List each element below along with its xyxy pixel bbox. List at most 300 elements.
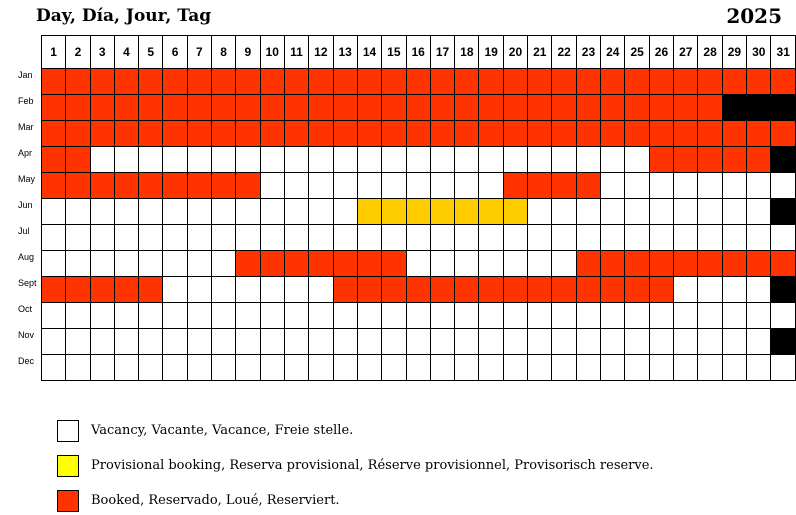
day-header-18: 18: [455, 36, 479, 69]
day-cell-vacancy: [90, 225, 114, 251]
day-cell-booked: [430, 277, 454, 303]
day-cell-booked: [406, 277, 430, 303]
day-cell-booked: [625, 277, 649, 303]
day-cell-vacancy: [747, 199, 771, 225]
day-cell-booked: [406, 69, 430, 95]
day-cell-vacancy: [479, 355, 503, 381]
day-cell-booked: [236, 121, 260, 147]
day-cell-vacancy: [576, 355, 600, 381]
day-cell-vacancy: [42, 355, 66, 381]
day-cell-booked: [698, 121, 722, 147]
day-cell-vacancy: [503, 355, 527, 381]
day-header-row: [42, 36, 796, 69]
day-header-10: 10: [260, 36, 284, 69]
day-cell-booked: [382, 251, 406, 277]
day-cell-vacancy: [747, 225, 771, 251]
day-cell-booked: [552, 69, 576, 95]
day-cell-booked: [528, 277, 552, 303]
day-cell-booked: [649, 69, 673, 95]
day-cell-vacancy: [771, 225, 796, 251]
day-cell-booked: [698, 147, 722, 173]
day-cell-booked: [503, 95, 527, 121]
day-header-13: 13: [333, 36, 357, 69]
day-cell-booked: [528, 121, 552, 147]
day-cell-vacancy: [357, 355, 381, 381]
day-cell-booked: [528, 95, 552, 121]
day-cell-vacancy: [722, 355, 746, 381]
day-cell-booked: [309, 251, 333, 277]
day-cell-vacancy: [698, 173, 722, 199]
day-cell-vacancy: [66, 251, 90, 277]
day-cell-vacancy: [430, 225, 454, 251]
legend-label-provisional: Provisional booking, Reserva provisional, Réserve provisionnel, Provisorisch reserve.: [91, 458, 654, 473]
legend-swatch-vacancy: [57, 420, 79, 442]
day-cell-vacancy: [309, 355, 333, 381]
day-cell-booked: [163, 173, 187, 199]
day-cell-vacancy: [66, 355, 90, 381]
day-cell-booked: [430, 121, 454, 147]
day-cell-nonexistent-day: [747, 95, 771, 121]
day-cell-booked: [455, 121, 479, 147]
day-cell-vacancy: [747, 303, 771, 329]
day-cell-booked: [528, 69, 552, 95]
day-cell-vacancy: [90, 147, 114, 173]
day-cell-booked: [90, 95, 114, 121]
day-cell-vacancy: [139, 251, 163, 277]
day-cell-booked: [698, 69, 722, 95]
month-label-may: May: [18, 174, 36, 184]
day-cell-vacancy: [698, 329, 722, 355]
day-cell-vacancy: [674, 303, 698, 329]
day-cell-vacancy: [163, 147, 187, 173]
day-cell-booked: [139, 173, 163, 199]
day-cell-vacancy: [430, 355, 454, 381]
day-cell-vacancy: [382, 147, 406, 173]
day-cell-vacancy: [455, 225, 479, 251]
day-cell-booked: [747, 121, 771, 147]
day-cell-vacancy: [236, 225, 260, 251]
day-cell-booked: [187, 69, 211, 95]
day-cell-booked: [576, 173, 600, 199]
day-cell-vacancy: [601, 199, 625, 225]
day-cell-vacancy: [309, 173, 333, 199]
month-label-nov: Nov: [18, 330, 35, 340]
day-cell-vacancy: [406, 225, 430, 251]
day-cell-vacancy: [479, 329, 503, 355]
day-cell-booked: [771, 121, 796, 147]
day-cell-booked: [333, 121, 357, 147]
day-cell-booked: [625, 95, 649, 121]
day-cell-booked: [455, 69, 479, 95]
day-header-29: 29: [722, 36, 746, 69]
day-cell-booked: [455, 277, 479, 303]
day-cell-booked: [236, 251, 260, 277]
day-cell-booked: [284, 251, 308, 277]
day-cell-vacancy: [236, 303, 260, 329]
day-cell-vacancy: [139, 329, 163, 355]
day-cell-vacancy: [747, 277, 771, 303]
day-cell-booked: [90, 277, 114, 303]
legend-swatch-booked: [57, 490, 79, 512]
day-cell-booked: [722, 147, 746, 173]
day-header-21: 21: [528, 36, 552, 69]
day-cell-vacancy: [576, 199, 600, 225]
legend-label-booked: Booked, Reservado, Loué, Reserviert.: [91, 493, 340, 508]
day-cell-vacancy: [211, 329, 235, 355]
day-cell-vacancy: [455, 147, 479, 173]
day-cell-provisional: [382, 199, 406, 225]
day-cell-vacancy: [260, 199, 284, 225]
day-cell-vacancy: [139, 147, 163, 173]
day-cell-booked: [601, 121, 625, 147]
day-cell-vacancy: [576, 147, 600, 173]
day-cell-vacancy: [430, 329, 454, 355]
calendar-title: Day, Día, Jour, Tag: [36, 6, 212, 26]
day-cell-vacancy: [674, 173, 698, 199]
day-cell-vacancy: [163, 329, 187, 355]
month-row-apr: [42, 147, 796, 173]
day-cell-booked: [552, 277, 576, 303]
day-cell-vacancy: [674, 329, 698, 355]
day-cell-vacancy: [114, 251, 138, 277]
day-cell-vacancy: [309, 225, 333, 251]
day-cell-booked: [430, 95, 454, 121]
calendar-year: 2025: [726, 4, 782, 28]
day-cell-booked: [357, 251, 381, 277]
day-cell-booked: [139, 277, 163, 303]
day-cell-vacancy: [503, 147, 527, 173]
day-cell-vacancy: [284, 147, 308, 173]
day-cell-vacancy: [722, 199, 746, 225]
day-cell-booked: [163, 69, 187, 95]
day-cell-booked: [211, 95, 235, 121]
day-cell-vacancy: [357, 173, 381, 199]
day-cell-vacancy: [698, 303, 722, 329]
day-cell-vacancy: [139, 199, 163, 225]
day-cell-booked: [139, 121, 163, 147]
day-cell-booked: [576, 251, 600, 277]
day-cell-vacancy: [674, 277, 698, 303]
day-cell-vacancy: [187, 303, 211, 329]
day-cell-vacancy: [382, 173, 406, 199]
day-header-2: 2: [66, 36, 90, 69]
day-cell-provisional: [357, 199, 381, 225]
day-header-20: 20: [503, 36, 527, 69]
day-cell-vacancy: [284, 173, 308, 199]
day-cell-vacancy: [357, 225, 381, 251]
month-row-jul: [42, 225, 796, 251]
day-header-27: 27: [674, 36, 698, 69]
day-cell-vacancy: [601, 147, 625, 173]
day-cell-nonexistent-day: [771, 95, 796, 121]
day-cell-booked: [357, 69, 381, 95]
day-cell-booked: [284, 121, 308, 147]
day-cell-vacancy: [625, 329, 649, 355]
day-cell-vacancy: [66, 303, 90, 329]
day-header-16: 16: [406, 36, 430, 69]
day-cell-vacancy: [66, 199, 90, 225]
day-cell-booked: [382, 95, 406, 121]
day-cell-nonexistent-day: [771, 199, 796, 225]
month-label-aug: Aug: [18, 252, 35, 262]
day-cell-booked: [90, 121, 114, 147]
day-cell-vacancy: [479, 147, 503, 173]
day-cell-booked: [187, 121, 211, 147]
day-cell-booked: [576, 277, 600, 303]
day-cell-vacancy: [309, 277, 333, 303]
day-cell-vacancy: [163, 355, 187, 381]
day-cell-booked: [236, 95, 260, 121]
day-cell-booked: [236, 69, 260, 95]
day-cell-booked: [66, 173, 90, 199]
day-cell-vacancy: [601, 303, 625, 329]
day-header-22: 22: [552, 36, 576, 69]
day-cell-vacancy: [333, 225, 357, 251]
day-cell-booked: [479, 277, 503, 303]
day-cell-vacancy: [625, 303, 649, 329]
month-row-nov: [42, 329, 796, 355]
day-cell-booked: [211, 121, 235, 147]
day-cell-booked: [66, 121, 90, 147]
day-cell-booked: [698, 251, 722, 277]
day-cell-vacancy: [771, 355, 796, 381]
day-cell-nonexistent-day: [722, 95, 746, 121]
day-cell-booked: [601, 277, 625, 303]
day-cell-vacancy: [333, 303, 357, 329]
day-cell-booked: [479, 121, 503, 147]
day-cell-vacancy: [139, 355, 163, 381]
day-cell-vacancy: [625, 173, 649, 199]
day-cell-booked: [66, 277, 90, 303]
day-cell-nonexistent-day: [771, 329, 796, 355]
month-row-jun: [42, 199, 796, 225]
day-header-24: 24: [601, 36, 625, 69]
day-cell-vacancy: [552, 199, 576, 225]
day-cell-booked: [163, 121, 187, 147]
day-cell-booked: [114, 121, 138, 147]
day-cell-vacancy: [455, 329, 479, 355]
day-cell-vacancy: [187, 251, 211, 277]
day-cell-vacancy: [260, 355, 284, 381]
day-cell-booked: [649, 277, 673, 303]
day-cell-booked: [357, 121, 381, 147]
day-cell-vacancy: [771, 173, 796, 199]
day-cell-vacancy: [430, 303, 454, 329]
day-header-15: 15: [382, 36, 406, 69]
day-cell-vacancy: [747, 173, 771, 199]
day-cell-vacancy: [552, 303, 576, 329]
day-cell-vacancy: [211, 147, 235, 173]
day-cell-booked: [601, 69, 625, 95]
day-cell-vacancy: [552, 147, 576, 173]
day-cell-vacancy: [382, 329, 406, 355]
day-cell-vacancy: [42, 329, 66, 355]
day-cell-vacancy: [187, 199, 211, 225]
day-cell-vacancy: [211, 251, 235, 277]
day-cell-vacancy: [333, 199, 357, 225]
day-cell-vacancy: [722, 173, 746, 199]
day-cell-vacancy: [309, 303, 333, 329]
day-cell-vacancy: [771, 303, 796, 329]
day-cell-booked: [260, 95, 284, 121]
day-header-8: 8: [211, 36, 235, 69]
day-cell-vacancy: [309, 329, 333, 355]
day-cell-vacancy: [114, 355, 138, 381]
day-cell-booked: [114, 69, 138, 95]
day-cell-booked: [722, 251, 746, 277]
day-cell-vacancy: [284, 199, 308, 225]
day-cell-booked: [187, 173, 211, 199]
day-cell-vacancy: [236, 277, 260, 303]
day-cell-vacancy: [284, 277, 308, 303]
day-cell-booked: [42, 173, 66, 199]
day-cell-booked: [90, 69, 114, 95]
day-cell-vacancy: [601, 173, 625, 199]
day-cell-booked: [163, 95, 187, 121]
day-cell-vacancy: [455, 173, 479, 199]
day-cell-vacancy: [649, 329, 673, 355]
day-cell-provisional: [479, 199, 503, 225]
day-cell-vacancy: [722, 303, 746, 329]
day-cell-vacancy: [455, 303, 479, 329]
day-header-5: 5: [139, 36, 163, 69]
day-cell-vacancy: [528, 329, 552, 355]
day-cell-booked: [309, 69, 333, 95]
day-cell-vacancy: [260, 173, 284, 199]
day-cell-vacancy: [211, 355, 235, 381]
day-cell-booked: [260, 69, 284, 95]
day-cell-vacancy: [163, 251, 187, 277]
day-cell-vacancy: [698, 199, 722, 225]
legend-provisional: [57, 455, 777, 479]
day-cell-booked: [503, 69, 527, 95]
day-cell-vacancy: [284, 329, 308, 355]
day-header-4: 4: [114, 36, 138, 69]
day-cell-vacancy: [649, 199, 673, 225]
day-cell-vacancy: [163, 277, 187, 303]
month-row-may: [42, 173, 796, 199]
day-cell-booked: [649, 251, 673, 277]
day-cell-booked: [357, 95, 381, 121]
month-row-dec: [42, 355, 796, 381]
day-cell-booked: [42, 95, 66, 121]
day-cell-vacancy: [698, 355, 722, 381]
day-cell-vacancy: [601, 355, 625, 381]
day-header-25: 25: [625, 36, 649, 69]
day-cell-booked: [42, 69, 66, 95]
day-cell-booked: [674, 69, 698, 95]
day-cell-vacancy: [698, 225, 722, 251]
day-cell-booked: [503, 121, 527, 147]
day-cell-vacancy: [503, 251, 527, 277]
day-cell-vacancy: [528, 251, 552, 277]
day-cell-vacancy: [747, 329, 771, 355]
availability-grid: [41, 35, 796, 381]
day-cell-vacancy: [722, 225, 746, 251]
day-cell-vacancy: [430, 147, 454, 173]
day-cell-booked: [139, 95, 163, 121]
month-row-aug: [42, 251, 796, 277]
day-cell-vacancy: [625, 225, 649, 251]
day-cell-vacancy: [455, 355, 479, 381]
day-cell-vacancy: [333, 147, 357, 173]
day-cell-vacancy: [528, 147, 552, 173]
day-cell-vacancy: [382, 303, 406, 329]
day-header-12: 12: [309, 36, 333, 69]
day-cell-booked: [66, 147, 90, 173]
day-cell-vacancy: [187, 355, 211, 381]
day-cell-vacancy: [528, 199, 552, 225]
day-header-1: 1: [42, 36, 66, 69]
day-cell-vacancy: [187, 329, 211, 355]
day-cell-booked: [552, 95, 576, 121]
day-header-7: 7: [187, 36, 211, 69]
day-cell-vacancy: [42, 251, 66, 277]
day-cell-vacancy: [260, 277, 284, 303]
day-cell-vacancy: [90, 329, 114, 355]
day-cell-booked: [236, 173, 260, 199]
day-cell-booked: [649, 147, 673, 173]
day-cell-booked: [260, 251, 284, 277]
month-label-jan: Jan: [18, 70, 33, 80]
day-cell-vacancy: [528, 225, 552, 251]
day-header-11: 11: [284, 36, 308, 69]
month-label-jul: Jul: [18, 226, 30, 236]
day-cell-booked: [625, 251, 649, 277]
day-cell-booked: [211, 69, 235, 95]
day-cell-vacancy: [90, 251, 114, 277]
day-cell-vacancy: [42, 303, 66, 329]
day-cell-booked: [333, 251, 357, 277]
day-cell-vacancy: [236, 147, 260, 173]
day-cell-nonexistent-day: [771, 147, 796, 173]
day-header-30: 30: [747, 36, 771, 69]
day-cell-vacancy: [552, 355, 576, 381]
day-cell-vacancy: [722, 329, 746, 355]
day-cell-vacancy: [211, 277, 235, 303]
day-cell-vacancy: [674, 199, 698, 225]
day-cell-vacancy: [90, 303, 114, 329]
day-cell-provisional: [455, 199, 479, 225]
day-cell-vacancy: [698, 277, 722, 303]
day-cell-vacancy: [90, 199, 114, 225]
day-cell-booked: [722, 121, 746, 147]
day-cell-booked: [528, 173, 552, 199]
day-cell-vacancy: [66, 225, 90, 251]
day-cell-vacancy: [479, 251, 503, 277]
day-cell-vacancy: [406, 355, 430, 381]
day-cell-provisional: [503, 199, 527, 225]
day-cell-booked: [284, 69, 308, 95]
day-cell-vacancy: [114, 199, 138, 225]
day-cell-vacancy: [236, 355, 260, 381]
day-cell-booked: [114, 95, 138, 121]
day-cell-vacancy: [406, 173, 430, 199]
day-cell-vacancy: [382, 225, 406, 251]
day-cell-vacancy: [406, 329, 430, 355]
day-cell-booked: [674, 147, 698, 173]
day-cell-vacancy: [139, 303, 163, 329]
day-cell-vacancy: [406, 251, 430, 277]
day-cell-vacancy: [284, 355, 308, 381]
day-cell-booked: [698, 95, 722, 121]
day-cell-vacancy: [90, 355, 114, 381]
day-cell-vacancy: [139, 225, 163, 251]
day-cell-booked: [357, 277, 381, 303]
day-cell-booked: [649, 95, 673, 121]
month-row-feb: [42, 95, 796, 121]
day-cell-vacancy: [625, 199, 649, 225]
